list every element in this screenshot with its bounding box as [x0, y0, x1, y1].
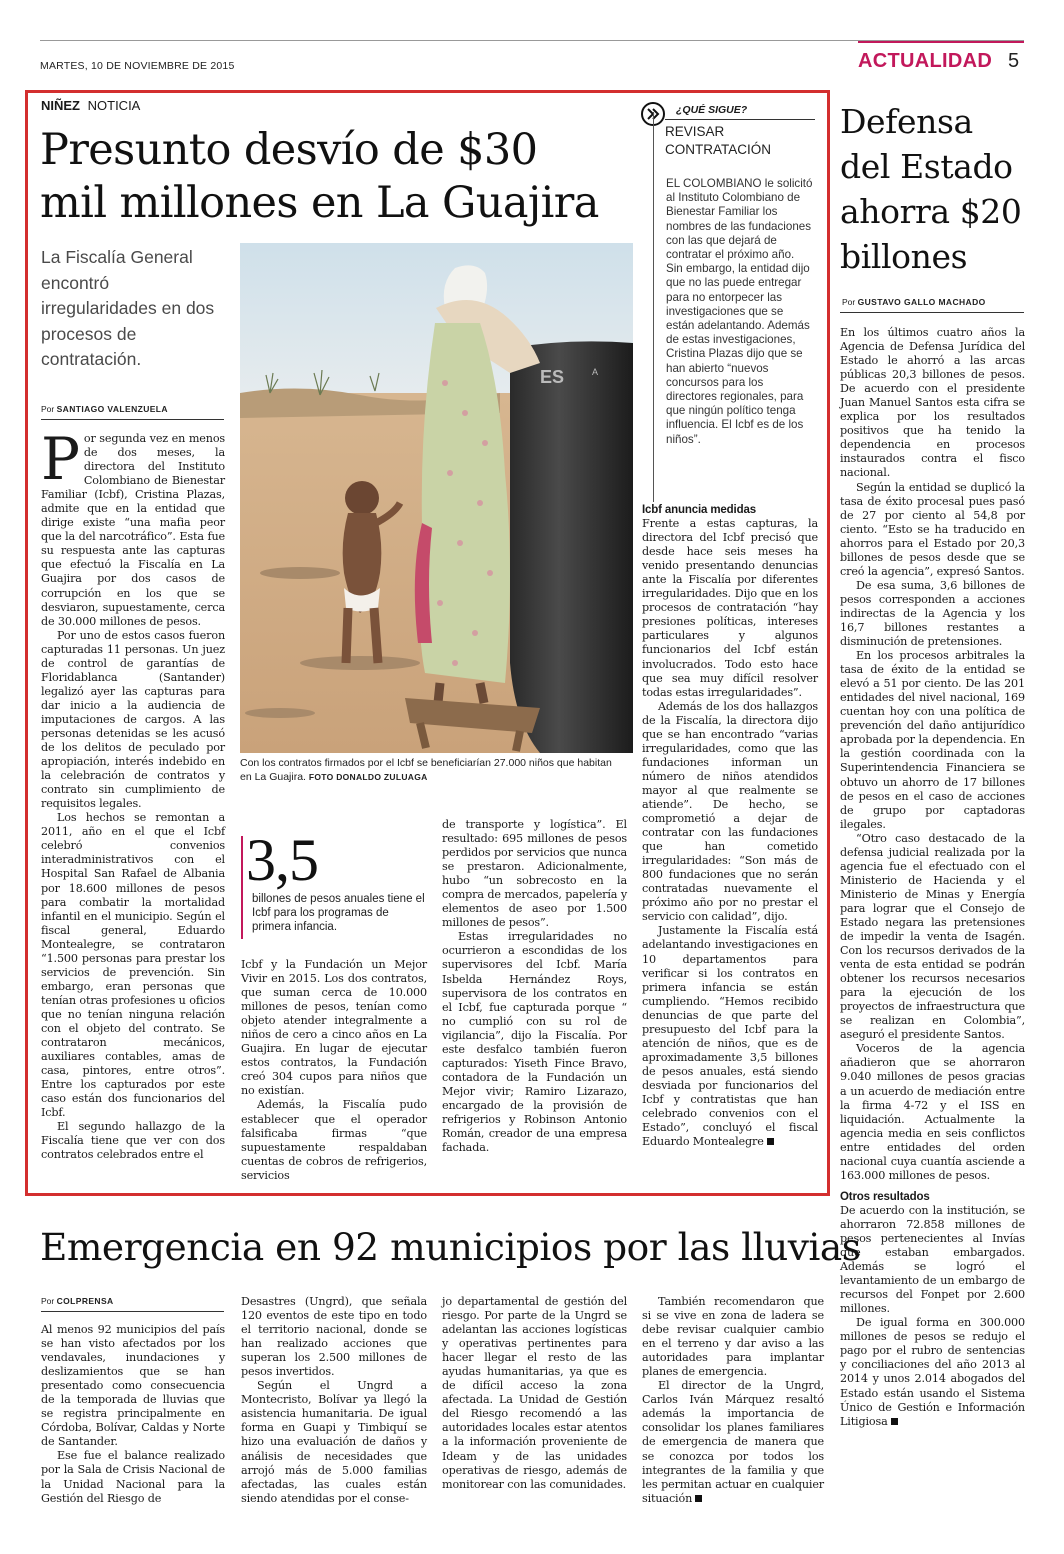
- paragraph: Según la entidad se duplicó la tasa de éxito procesal pues pasó de 27 por ciento al 54,8 por ciento. “Esto se ha traducido en ahorros para el Estado por 20,3 billones de pesos desde que se creó la agencia”, expresó Santos.: [840, 480, 1025, 578]
- paragraph: Según el Ungrd a Montecristo, Bolívar ya llegó la asistencia humanitaria. De igual forma en Guapi y Timbiquí se hizo una evaluación de daños y análisis de necesidades que arrojó más de 5.000 familias afectadas, las cuales están siendo atendidas por el conse-: [241, 1379, 427, 1505]
- bottom-byline-rule: [41, 1311, 224, 1312]
- sidebar-label-rule: [665, 119, 815, 120]
- pullquote-bar: [241, 836, 243, 939]
- side-column: [840, 326, 1025, 1429]
- page-number: 5: [1008, 50, 1020, 72]
- paragraph: Los hechos se remontan a 2011, año en el que el Icbf celebró convenios interadministrativos con el Hospital San Rafael de Albania por 18.600 millones de pesos para combatir la mortalidad infantil en el municipio. Según el fiscal general, Eduardo Montealegre, se contrataron “1.500 personas para prestar los servicios de prevención. Sin embargo, eran personas que tenían otras profesiones u oficios que no tenían ninguna relación con el objeto del contrato. Se contrataron mecánicos, auxiliares contables, amas de casa, pintores, entre otros”. Entre los capturados por este caso están dos funcionarios del Icbf.: [41, 811, 225, 1120]
- bottom-column-3: [442, 1295, 627, 1492]
- paragraph: Además, la Fiscalía pudo establecer que el operador falsificaba firmas “que supuestamente respaldaban cuentas de cobros de refrigerios, servicios: [241, 1098, 427, 1182]
- kicker-type: NOTICIA: [87, 98, 141, 113]
- side-byline-name: GUSTAVO GALLO MACHADO: [857, 297, 986, 307]
- photo-illustration: [240, 243, 633, 753]
- end-mark: [767, 1138, 774, 1145]
- side-byline-rule: [840, 312, 1024, 313]
- paragraph: “Otro caso destacado de la defensa judicial realizada por la agencia fue el efectuado con el Ministerio de Hacienda y el Ministerio de Minas y Energía para lograr que el Consejo de Estado negara las pretensiones de impedir la venta de Isagén. Con los recursos derivados de la venta de esta entidad se podrán obtener los recursos necesarios para la ejecución de los proyectos de infraestructura que se realizan en Colombia”, aseguró el presidente Santos.: [840, 831, 1025, 1042]
- main-photo: [240, 243, 633, 753]
- end-mark: [695, 1495, 702, 1502]
- bottom-column-4: [642, 1295, 824, 1506]
- paragraph: Ese fue el balance realizado por la Sala de Crisis Nacional de la Unidad Nacional para la Gestión del Riesgo de: [41, 1449, 225, 1505]
- main-headline-line2: mil millones en La Guajira: [40, 178, 599, 228]
- main-byline-name: SANTIAGO VALENZUELA: [56, 404, 168, 414]
- bottom-byline: Por COLPRENSA: [41, 1296, 114, 1306]
- bottom-byline-name: COLPRENSA: [56, 1296, 114, 1306]
- paragraph: Icbf y la Fundación un Mejor Vivir en 2015. Los dos contratos, que suman cerca de 10.000 millones de pesos, tenían como objeto atender integralmente a niños de cero a cinco años en La Guajira. En lugar de ejecutar estos contratos, la Fundación creó 304 cupos para niños que no existían.: [241, 958, 427, 1098]
- paragraph: Además de los dos hallazgos de la Fiscalía, la directora dijo que se han encontrado “varias irregularidades, como que las fundaciones informan un número de niños atendidos mayor al que realmente se atiende”. De hecho, se comprometió a dejar de contratar con las fundaciones que han cometido irregularidades: “Son más de 800 fundaciones que no serán contratadas nuevamente el próximo año por no prestar el servicio con calidad”, dijo.: [642, 699, 818, 924]
- paragraph: jo departamental de gestión del riesgo. Por parte de la Ungrd se adelantan las acciones logísticas y operativas pertinentes para hacer llegar el resto de las ayudas humanitarias, ya que es de difícil acceso la zona afectada. La Unidad de Gestión del Riesgo recomendó a las autoridades locales estar atentos a la información proveniente de Ideam y de las unidades operativas de riesgo, además de monitorear con las comunidades.: [442, 1295, 627, 1491]
- paragraph: Voceros de la agencia añadieron que se ahorraron 9.040 millones de pesos gracias a un acuerdo de mediación entre la firma 4-72 y el ISS en liquidación. Actualmente la agencia media en seis conflictos entre entidades del orden nacional cuya cuantía asciende a 163.000 millones de pesos.: [840, 1042, 1025, 1182]
- main-deck: La Fiscalía General encontró irregularidades en dos procesos de contratación.: [41, 247, 215, 369]
- main-column-1: [41, 425, 225, 1162]
- paragraph: De igual forma en 300.000 millones de pesos se redujo el pago por el rubro de sentencias y conciliaciones del año 2013 al 2014 y unos 2.014 abogados del Estado están usando el Sistema Único de Gestión e Información Litigiosa: [840, 1316, 1025, 1428]
- svg-text:A: A: [592, 367, 599, 377]
- paragraph: Desastres (Ungrd), que señala 120 eventos de este tipo en todo el territorio nacional, donde se han realizado acciones que superan los 2.500 millones de pesos invertidos.: [241, 1295, 427, 1379]
- main-byline: Por SANTIAGO VALENZUELA: [41, 404, 168, 414]
- paragraph: Frente a estas capturas, la directora del Icbf precisó que desde hace seis meses ha venido presentando denuncias ante la Fiscalía por diferentes irregularidades. Dijo que en los procesos de contratación “hay presiones políticas, intereses particulares y algunos funcionarios del Icbf están involucrados. Todo esto hace que sea muy difícil resolver todas estas irregularidades”.: [642, 517, 818, 699]
- paragraph: El segundo hallazgo de la Fiscalía tiene que ver con dos contratos celebrados entre el: [41, 1120, 225, 1162]
- paragraph: Por uno de estos casos fueron capturadas 11 personas. Un juez de control de garantías de Floridablanca (Santander) legalizó ayer las capturas para dar inicio a la audiencia de imputaciones de cargos. A las personas detenidas se les acusó de los delitos de peculado por apropiación, interés indebido en la celebración de contratos y contrato sin cumplimiento de requisitos legales.: [41, 628, 225, 811]
- sidebar-title: REVISAR CONTRATACIÓN: [665, 124, 771, 157]
- photo-credit: FOTO DONALDO ZULUAGA: [308, 771, 428, 782]
- photo-caption: Con los contratos firmados por el Icbf se beneficiarían 27.000 niños que habitan en La Guajira. FOTO DONALDO ZULUAGA: [240, 757, 612, 783]
- kicker-topic: NIÑEZ: [41, 98, 80, 113]
- sidebar-text: EL COLOMBIANO le solicitó al Instituto Colombiano de Bienestar Familiar los nombres de las fundaciones con las que dejará de contratar el próximo año. Sin embargo, la entidad dijo que no las puede entregar para no entorpecer las investigaciones que se están adelantando. Además de estas investigaciones, Cristina Plazas dijo que se han abierto “nuevos concursos para los directores regionales, para que ningún político tenga influencia. El Icbf es de los niños”.: [666, 177, 813, 446]
- bottom-column-1: [41, 1323, 225, 1506]
- sidebar-label: ¿QUÉ SIGUE?: [676, 104, 748, 116]
- drop-cap: P: [41, 425, 80, 493]
- svg-text:ES: ES: [540, 367, 565, 387]
- pullquote-text: billones de pesos anuales tiene el Icbf para los programas de primera infancia.: [252, 893, 425, 933]
- paragraph: Estas irregularidades no ocurrieron a escondidas de los supervisores del Icbf. María Isbelda Hernández Roys, supervisora de los contratos en el Icbf, fue capturada porque “ no cumplió con su rol de vigilancia”, dijo la Fiscalía. Por este desfalco también fueron capturados: Yiseth Fince Bravo, contadora de la Fundación un Mejor vivir; Ramiro Lizarazo, encargado de la provisión de refrigerios y Robinson Antonio Román, creador de una empresa fachada.: [442, 930, 627, 1155]
- paragraph: Por segunda vez en menos de dos meses, la directora del Instituto Colombiano de Bienestar Familiar (Icbf), Cristina Plazas, admite que en la entidad que dirige existe “una mafia peor que la del narcotráfico”. Esta fue su respuesta ante las capturas que efectuó la Fiscalía en La Guajira por dos casos de corrupción en los que se desviaron, supuestamente, cerca de 30.000 millones de pesos.: [41, 425, 225, 628]
- main-column-4: [642, 503, 818, 1149]
- paragraph: En los últimos cuatro años la Agencia de Defensa Jurídica del Estado le ahorró a las arcas públicas 20,3 billones de pesos. De acuerdo con el presidente Juan Manuel Santos esta cifra se explica por los resultados positivos que ha tenido la dependencia en procesos instaurados contra el fisco nacional.: [840, 326, 1025, 480]
- paragraph: Justamente la Fiscalía está adelantando investigaciones en 10 departamentos para verificar si los contratos en primera infancia se están cumpliendo. “Hemos recibido denuncias de que parte del presupuesto del Icbf para la atención de niños, que es de aproximadamente 3,5 billones de pesos anuales, está siendo desviada por funcionarios del Icbf y contratistas que han celebrado convenios con el Estado”, concluyó el fiscal Eduardo Montealegre: [642, 924, 818, 1149]
- main-column-3: [442, 818, 627, 1155]
- side-byline: Por GUSTAVO GALLO MACHADO: [842, 297, 986, 307]
- end-mark: [891, 1418, 898, 1425]
- sidebar-rule: [653, 112, 654, 502]
- paragraph: También recomendaron que si se vive en zona de ladera se debe revisar cualquier cambio en el terreno y dar aviso a las autoridades para implantar planes de emergencia.: [642, 1295, 824, 1379]
- bottom-column-2: [241, 1295, 427, 1506]
- paragraph: Al menos 92 municipios del país se han visto afectados por los vendavales, inundaciones y deslizamientos que se han presentado como consecuencia de la temporada de lluvias que se registra principalmente en Córdoba, Bolívar, Caldas y Norte de Santander.: [41, 1323, 225, 1449]
- main-headline: [40, 124, 599, 230]
- paragraph: De acuerdo con la institución, se ahorraron 72.858 millones de pesos pertenecientes al Invías que estaban embargados. Además se logró el levantamiento de un embargo de recursos del Fonpet por 2.600 millones.: [840, 1203, 1025, 1316]
- issue-date: MARTES, 10 DE NOVIEMBRE DE 2015: [40, 60, 235, 72]
- byline-rule: [41, 419, 224, 420]
- side-subhead: Otros resultados: [840, 1190, 930, 1203]
- main-column-2: [241, 958, 427, 1183]
- main-kicker: [41, 98, 140, 113]
- paragraph: De esa suma, 3,6 billones de pesos corresponden a acciones indirectas de la Agencia y los 16,7 billones restantes a disminución de pretensiones.: [840, 578, 1025, 649]
- pullquote-number: 3,5: [246, 827, 318, 893]
- paragraph: de transporte y logística”. El resultado: 695 millones de pesos perdidos por servicios que nunca se prestaron. Adicionalmente, hubo “un sobrecosto en la compra de mercados, papelería y elementos de aseo por 1.500 millones de pesos”.: [442, 818, 627, 930]
- column-subhead: Icbf anuncia medidas: [642, 504, 756, 516]
- paragraph: En los procesos arbitrales la tasa de éxito de la entidad se elevó a 51 por ciento. De las 201 entidades del nivel nacional, 169 cuentan hoy con una política de prevención del daño antijurídico aprobada por la dependencia. En la gestión coordinada con la Superintendencia Financiera se obtuvo un ahorro de 17 billones de pesos en el caso de acciones de grupo por captadoras ilegales.: [840, 649, 1025, 831]
- section-accent-bar: [858, 41, 1024, 43]
- side-headline: Defensa del Estado ahorra $20 billones: [840, 102, 1022, 276]
- bottom-headline: Emergencia en 92 municipios por las lluvias: [40, 1225, 861, 1269]
- main-headline-line1: Presunto desvío de $30: [40, 125, 538, 175]
- paragraph: El director de la Ungrd, Carlos Iván Márquez resaltó además la importancia de consolidar los planes familiares de emergencia de manera que se conozca por todos los integrantes de la familia y que les permitan actuar en cualquier situación: [642, 1379, 824, 1505]
- section-name: ACTUALIDAD: [858, 50, 993, 72]
